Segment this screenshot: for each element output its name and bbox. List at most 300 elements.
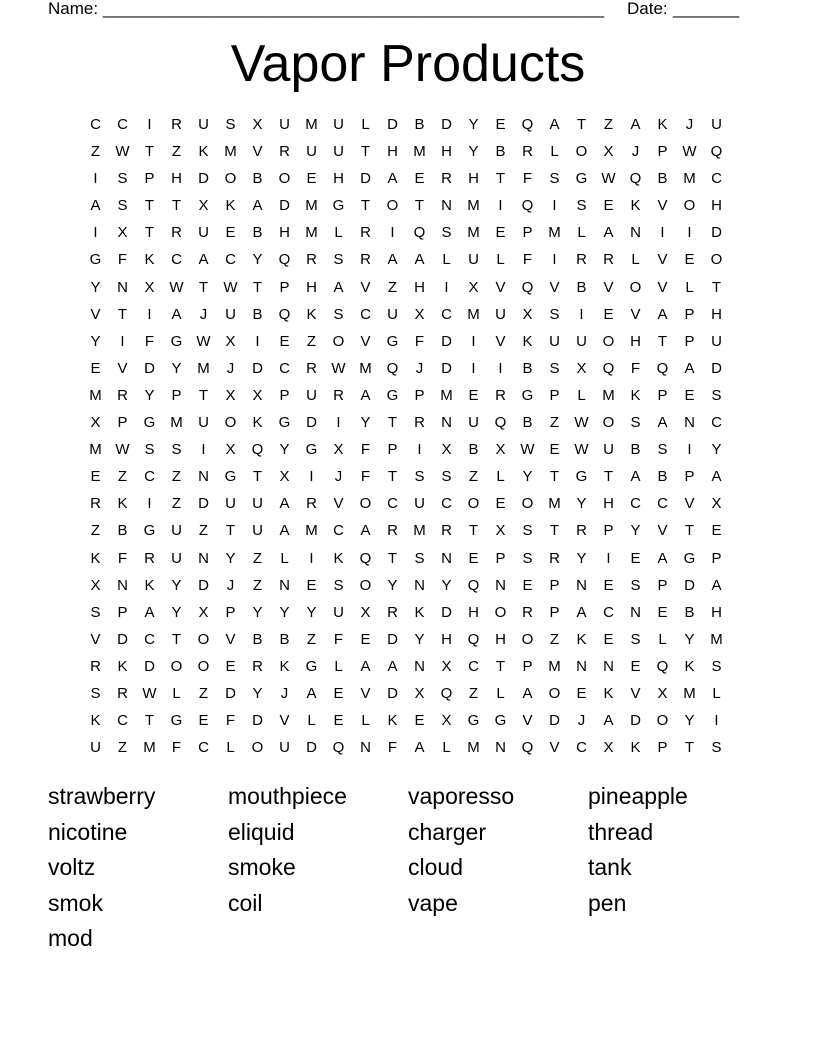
- grid-letter[interactable]: U: [333, 143, 344, 161]
- grid-letter[interactable]: N: [576, 657, 587, 675]
- grid-letter[interactable]: Z: [117, 468, 128, 486]
- grid-letter[interactable]: U: [225, 305, 236, 323]
- grid-letter[interactable]: S: [549, 359, 560, 377]
- grid-letter[interactable]: Z: [549, 630, 560, 648]
- grid-letter[interactable]: M: [143, 739, 156, 757]
- grid-letter[interactable]: W: [574, 414, 589, 432]
- grid-letter[interactable]: K: [630, 197, 641, 215]
- grid-letter[interactable]: T: [549, 522, 560, 540]
- grid-letter[interactable]: S: [576, 197, 587, 215]
- grid-letter[interactable]: K: [90, 712, 101, 730]
- grid-letter[interactable]: K: [684, 657, 695, 675]
- grid-letter[interactable]: U: [306, 386, 317, 404]
- grid-letter[interactable]: R: [495, 386, 506, 404]
- grid-letter[interactable]: U: [495, 305, 506, 323]
- grid-letter[interactable]: J: [199, 305, 208, 323]
- grid-letter[interactable]: A: [279, 522, 290, 540]
- grid-letter[interactable]: L: [685, 278, 694, 296]
- grid-letter[interactable]: G: [332, 197, 345, 215]
- grid-letter[interactable]: I: [255, 332, 260, 350]
- grid-letter[interactable]: V: [90, 305, 101, 323]
- grid-letter[interactable]: S: [144, 441, 155, 459]
- grid-letter[interactable]: E: [90, 468, 101, 486]
- grid-letter[interactable]: M: [89, 386, 102, 404]
- grid-letter[interactable]: T: [495, 657, 506, 675]
- grid-letter[interactable]: V: [549, 739, 560, 757]
- grid-letter[interactable]: N: [630, 224, 641, 242]
- grid-letter[interactable]: B: [684, 603, 695, 621]
- grid-letter[interactable]: T: [387, 414, 398, 432]
- grid-letter[interactable]: Y: [225, 549, 236, 567]
- grid-letter[interactable]: M: [602, 386, 615, 404]
- grid-letter[interactable]: O: [278, 170, 291, 188]
- grid-letter[interactable]: G: [521, 386, 534, 404]
- grid-letter[interactable]: U: [387, 305, 398, 323]
- grid-letter[interactable]: U: [549, 332, 560, 350]
- grid-letter[interactable]: P: [117, 603, 128, 621]
- grid-letter[interactable]: H: [171, 170, 182, 188]
- grid-letter[interactable]: I: [552, 251, 557, 269]
- grid-letter[interactable]: A: [657, 305, 668, 323]
- grid-letter[interactable]: U: [333, 116, 344, 133]
- grid-letter[interactable]: Y: [387, 576, 398, 594]
- grid-letter[interactable]: H: [306, 278, 317, 296]
- grid-letter[interactable]: F: [414, 332, 425, 350]
- grid-letter[interactable]: V: [225, 630, 236, 648]
- grid-letter[interactable]: S: [549, 170, 560, 188]
- grid-letter[interactable]: O: [197, 630, 210, 648]
- grid-letter[interactable]: R: [549, 549, 560, 567]
- grid-letter[interactable]: I: [498, 359, 503, 377]
- grid-letter[interactable]: H: [711, 197, 722, 215]
- grid-letter[interactable]: Q: [710, 143, 723, 161]
- grid-letter[interactable]: D: [306, 739, 317, 757]
- grid-letter[interactable]: R: [414, 414, 425, 432]
- grid-letter[interactable]: X: [414, 684, 425, 702]
- grid-letter[interactable]: M: [710, 630, 723, 648]
- grid-letter[interactable]: R: [522, 603, 533, 621]
- grid-letter[interactable]: J: [685, 116, 694, 133]
- grid-letter[interactable]: A: [360, 386, 371, 404]
- grid-letter[interactable]: O: [656, 712, 669, 730]
- grid-letter[interactable]: A: [171, 305, 182, 323]
- grid-letter[interactable]: C: [576, 739, 587, 757]
- grid-letter[interactable]: X: [711, 495, 722, 513]
- grid-letter[interactable]: N: [495, 739, 506, 757]
- grid-letter[interactable]: L: [577, 386, 586, 404]
- grid-letter[interactable]: E: [549, 441, 560, 459]
- grid-letter[interactable]: Y: [279, 603, 290, 621]
- grid-letter[interactable]: C: [387, 495, 398, 513]
- grid-letter[interactable]: P: [657, 739, 668, 757]
- grid-letter[interactable]: E: [603, 305, 614, 323]
- grid-letter[interactable]: C: [198, 739, 209, 757]
- grid-letter[interactable]: R: [306, 251, 317, 269]
- grid-letter[interactable]: N: [198, 549, 209, 567]
- grid-letter[interactable]: U: [198, 224, 209, 242]
- grid-letter[interactable]: E: [225, 224, 236, 242]
- grid-letter[interactable]: L: [577, 224, 586, 242]
- grid-letter[interactable]: V: [522, 712, 533, 730]
- grid-letter[interactable]: D: [630, 712, 641, 730]
- grid-letter[interactable]: X: [144, 278, 155, 296]
- grid-letter[interactable]: G: [386, 386, 399, 404]
- grid-letter[interactable]: R: [576, 522, 587, 540]
- grid-letter[interactable]: T: [468, 522, 479, 540]
- grid-letter[interactable]: Y: [441, 576, 452, 594]
- grid-letter[interactable]: T: [603, 468, 614, 486]
- grid-letter[interactable]: L: [442, 739, 451, 757]
- grid-letter[interactable]: Z: [549, 414, 560, 432]
- grid-letter[interactable]: R: [576, 251, 587, 269]
- grid-letter[interactable]: T: [495, 170, 506, 188]
- grid-letter[interactable]: L: [442, 251, 451, 269]
- grid-letter[interactable]: X: [495, 522, 506, 540]
- grid-letter[interactable]: Y: [414, 630, 425, 648]
- grid-letter[interactable]: B: [630, 441, 641, 459]
- grid-letter[interactable]: E: [711, 522, 722, 540]
- grid-letter[interactable]: R: [117, 386, 128, 404]
- grid-letter[interactable]: U: [711, 116, 722, 133]
- grid-letter[interactable]: G: [467, 712, 480, 730]
- grid-letter[interactable]: E: [198, 712, 209, 730]
- grid-letter[interactable]: M: [548, 657, 561, 675]
- grid-letter[interactable]: Q: [521, 739, 534, 757]
- grid-letter[interactable]: Q: [494, 414, 507, 432]
- grid-letter[interactable]: X: [360, 603, 371, 621]
- grid-letter[interactable]: E: [414, 170, 425, 188]
- grid-letter[interactable]: V: [630, 305, 641, 323]
- date-field[interactable]: _______: [673, 0, 740, 18]
- grid-letter[interactable]: A: [603, 712, 614, 730]
- grid-letter[interactable]: Q: [656, 657, 669, 675]
- grid-letter[interactable]: I: [552, 197, 557, 215]
- grid-letter[interactable]: Z: [198, 522, 209, 540]
- grid-letter[interactable]: L: [361, 712, 370, 730]
- grid-letter[interactable]: C: [144, 468, 155, 486]
- grid-letter[interactable]: A: [252, 197, 263, 215]
- grid-letter[interactable]: M: [89, 441, 102, 459]
- grid-letter[interactable]: I: [444, 278, 449, 296]
- grid-letter[interactable]: S: [441, 468, 452, 486]
- grid-letter[interactable]: S: [333, 305, 344, 323]
- grid-letter[interactable]: I: [687, 224, 692, 242]
- grid-letter[interactable]: E: [603, 630, 614, 648]
- grid-letter[interactable]: T: [684, 522, 695, 540]
- grid-letter[interactable]: V: [495, 332, 506, 350]
- grid-letter[interactable]: L: [658, 630, 667, 648]
- grid-letter[interactable]: I: [309, 549, 314, 567]
- grid-letter[interactable]: D: [387, 630, 398, 648]
- grid-letter[interactable]: Z: [117, 739, 128, 757]
- grid-letter[interactable]: R: [90, 495, 101, 513]
- grid-letter[interactable]: W: [331, 359, 346, 377]
- grid-letter[interactable]: R: [117, 684, 128, 702]
- grid-letter[interactable]: H: [603, 495, 614, 513]
- grid-letter[interactable]: E: [603, 197, 614, 215]
- grid-letter[interactable]: N: [603, 657, 614, 675]
- grid-letter[interactable]: K: [198, 143, 209, 161]
- grid-letter[interactable]: D: [198, 495, 209, 513]
- grid-letter[interactable]: L: [496, 251, 505, 269]
- grid-letter[interactable]: K: [117, 495, 128, 513]
- grid-letter[interactable]: A: [306, 684, 317, 702]
- grid-letter[interactable]: D: [225, 684, 236, 702]
- grid-letter[interactable]: P: [522, 657, 533, 675]
- grid-letter[interactable]: R: [252, 657, 263, 675]
- grid-letter[interactable]: A: [414, 739, 425, 757]
- grid-letter[interactable]: M: [197, 359, 210, 377]
- grid-letter[interactable]: S: [549, 305, 560, 323]
- grid-letter[interactable]: Y: [468, 143, 479, 161]
- grid-letter[interactable]: X: [117, 224, 128, 242]
- grid-letter[interactable]: S: [333, 576, 344, 594]
- grid-letter[interactable]: Y: [252, 251, 263, 269]
- grid-letter[interactable]: T: [414, 197, 425, 215]
- grid-letter[interactable]: V: [117, 359, 128, 377]
- grid-letter[interactable]: X: [333, 441, 344, 459]
- grid-letter[interactable]: L: [550, 143, 559, 161]
- grid-letter[interactable]: O: [224, 170, 237, 188]
- grid-letter[interactable]: V: [360, 278, 371, 296]
- grid-letter[interactable]: J: [577, 712, 586, 730]
- grid-letter[interactable]: Q: [467, 576, 480, 594]
- grid-letter[interactable]: E: [495, 116, 506, 133]
- grid-letter[interactable]: N: [198, 468, 209, 486]
- grid-letter[interactable]: U: [711, 332, 722, 350]
- grid-letter[interactable]: K: [657, 116, 668, 133]
- grid-letter[interactable]: B: [414, 116, 425, 133]
- grid-letter[interactable]: X: [90, 414, 101, 432]
- grid-letter[interactable]: M: [305, 116, 318, 133]
- grid-letter[interactable]: H: [711, 603, 722, 621]
- grid-letter[interactable]: I: [417, 441, 422, 459]
- grid-letter[interactable]: M: [305, 224, 318, 242]
- grid-letter[interactable]: A: [198, 251, 209, 269]
- grid-letter[interactable]: C: [441, 305, 452, 323]
- grid-letter[interactable]: B: [576, 278, 587, 296]
- grid-letter[interactable]: D: [144, 359, 155, 377]
- grid-letter[interactable]: E: [495, 224, 506, 242]
- grid-letter[interactable]: U: [90, 739, 101, 757]
- grid-letter[interactable]: G: [143, 522, 156, 540]
- grid-letter[interactable]: B: [117, 522, 128, 540]
- grid-letter[interactable]: W: [601, 170, 616, 188]
- grid-letter[interactable]: A: [360, 657, 371, 675]
- grid-letter[interactable]: U: [279, 116, 290, 133]
- grid-letter[interactable]: V: [333, 495, 344, 513]
- grid-letter[interactable]: O: [224, 414, 237, 432]
- grid-letter[interactable]: S: [333, 251, 344, 269]
- grid-letter[interactable]: U: [468, 414, 479, 432]
- grid-letter[interactable]: F: [522, 170, 533, 188]
- grid-letter[interactable]: I: [309, 468, 314, 486]
- grid-letter[interactable]: S: [711, 657, 722, 675]
- grid-letter[interactable]: D: [387, 684, 398, 702]
- grid-letter[interactable]: G: [494, 712, 507, 730]
- grid-letter[interactable]: F: [144, 332, 155, 350]
- grid-letter[interactable]: W: [115, 441, 130, 459]
- grid-letter[interactable]: T: [387, 549, 398, 567]
- grid-letter[interactable]: Y: [144, 386, 155, 404]
- grid-letter[interactable]: Q: [413, 224, 426, 242]
- grid-letter[interactable]: X: [414, 305, 425, 323]
- grid-letter[interactable]: P: [225, 603, 236, 621]
- grid-letter[interactable]: I: [714, 712, 719, 730]
- grid-letter[interactable]: R: [360, 224, 371, 242]
- grid-letter[interactable]: V: [657, 278, 668, 296]
- grid-letter[interactable]: U: [252, 495, 263, 513]
- grid-letter[interactable]: A: [684, 359, 695, 377]
- grid-letter[interactable]: I: [606, 549, 611, 567]
- grid-letter[interactable]: N: [117, 278, 128, 296]
- grid-letter[interactable]: I: [336, 414, 341, 432]
- grid-letter[interactable]: I: [687, 441, 692, 459]
- grid-letter[interactable]: M: [683, 170, 696, 188]
- grid-letter[interactable]: I: [579, 305, 584, 323]
- grid-letter[interactable]: E: [90, 359, 101, 377]
- grid-letter[interactable]: M: [548, 224, 561, 242]
- grid-letter[interactable]: N: [279, 576, 290, 594]
- grid-letter[interactable]: I: [660, 224, 665, 242]
- grid-letter[interactable]: V: [684, 495, 695, 513]
- grid-letter[interactable]: M: [467, 305, 480, 323]
- grid-letter[interactable]: Y: [252, 684, 263, 702]
- grid-letter[interactable]: N: [117, 576, 128, 594]
- grid-letter[interactable]: X: [576, 359, 587, 377]
- grid-letter[interactable]: C: [630, 495, 641, 513]
- grid-letter[interactable]: A: [387, 251, 398, 269]
- grid-letter[interactable]: D: [117, 630, 128, 648]
- grid-letter[interactable]: C: [360, 305, 371, 323]
- grid-letter[interactable]: P: [657, 576, 668, 594]
- grid-letter[interactable]: K: [522, 332, 533, 350]
- grid-letter[interactable]: Z: [603, 116, 614, 133]
- grid-letter[interactable]: O: [629, 278, 642, 296]
- grid-letter[interactable]: A: [711, 576, 722, 594]
- grid-letter[interactable]: F: [522, 251, 533, 269]
- grid-letter[interactable]: S: [522, 522, 533, 540]
- grid-letter[interactable]: A: [711, 468, 722, 486]
- grid-letter[interactable]: H: [441, 630, 452, 648]
- grid-letter[interactable]: U: [414, 495, 425, 513]
- grid-letter[interactable]: R: [171, 224, 182, 242]
- grid-letter[interactable]: L: [172, 684, 181, 702]
- grid-letter[interactable]: P: [171, 386, 182, 404]
- grid-letter[interactable]: R: [441, 522, 452, 540]
- grid-letter[interactable]: Y: [90, 332, 101, 350]
- grid-letter[interactable]: K: [414, 603, 425, 621]
- grid-letter[interactable]: D: [441, 359, 452, 377]
- grid-letter[interactable]: Q: [359, 549, 372, 567]
- grid-letter[interactable]: V: [549, 278, 560, 296]
- grid-letter[interactable]: K: [576, 630, 587, 648]
- grid-letter[interactable]: A: [90, 197, 101, 215]
- grid-letter[interactable]: A: [522, 684, 533, 702]
- grid-letter[interactable]: A: [414, 251, 425, 269]
- grid-letter[interactable]: P: [603, 522, 614, 540]
- grid-letter[interactable]: D: [441, 332, 452, 350]
- grid-letter[interactable]: G: [278, 414, 291, 432]
- grid-letter[interactable]: A: [279, 495, 290, 513]
- grid-letter[interactable]: U: [198, 116, 209, 133]
- grid-letter[interactable]: E: [576, 684, 587, 702]
- grid-letter[interactable]: M: [170, 414, 183, 432]
- grid-letter[interactable]: H: [468, 603, 479, 621]
- grid-letter[interactable]: D: [684, 576, 695, 594]
- grid-letter[interactable]: V: [360, 684, 371, 702]
- grid-letter[interactable]: U: [576, 332, 587, 350]
- grid-letter[interactable]: L: [334, 224, 343, 242]
- grid-letter[interactable]: B: [252, 630, 263, 648]
- grid-letter[interactable]: B: [252, 170, 263, 188]
- grid-letter[interactable]: S: [711, 386, 722, 404]
- grid-letter[interactable]: P: [549, 386, 560, 404]
- grid-letter[interactable]: Q: [332, 739, 345, 757]
- grid-letter[interactable]: K: [252, 414, 263, 432]
- grid-letter[interactable]: Q: [440, 684, 453, 702]
- grid-letter[interactable]: F: [117, 549, 128, 567]
- grid-letter[interactable]: S: [90, 684, 101, 702]
- grid-letter[interactable]: U: [252, 522, 263, 540]
- grid-letter[interactable]: M: [305, 522, 318, 540]
- grid-letter[interactable]: Y: [684, 712, 695, 730]
- grid-letter[interactable]: N: [441, 414, 452, 432]
- grid-letter[interactable]: L: [280, 549, 289, 567]
- grid-letter[interactable]: A: [630, 116, 641, 133]
- grid-letter[interactable]: V: [252, 143, 263, 161]
- grid-letter[interactable]: K: [630, 386, 641, 404]
- grid-letter[interactable]: F: [630, 359, 641, 377]
- grid-letter[interactable]: O: [170, 657, 183, 675]
- grid-letter[interactable]: M: [224, 143, 237, 161]
- grid-letter[interactable]: P: [657, 386, 668, 404]
- grid-letter[interactable]: D: [711, 224, 722, 242]
- grid-letter[interactable]: O: [602, 332, 615, 350]
- grid-letter[interactable]: Y: [306, 603, 317, 621]
- grid-letter[interactable]: T: [252, 278, 263, 296]
- grid-letter[interactable]: E: [225, 657, 236, 675]
- grid-letter[interactable]: P: [279, 386, 290, 404]
- grid-letter[interactable]: E: [360, 630, 371, 648]
- grid-letter[interactable]: V: [657, 522, 668, 540]
- grid-letter[interactable]: E: [468, 386, 479, 404]
- grid-letter[interactable]: J: [226, 576, 235, 594]
- grid-letter[interactable]: S: [225, 116, 236, 133]
- grid-letter[interactable]: K: [144, 251, 155, 269]
- grid-letter[interactable]: L: [361, 116, 370, 133]
- grid-letter[interactable]: X: [279, 468, 290, 486]
- grid-letter[interactable]: A: [603, 224, 614, 242]
- grid-letter[interactable]: U: [468, 251, 479, 269]
- grid-letter[interactable]: O: [251, 739, 264, 757]
- grid-letter[interactable]: P: [279, 278, 290, 296]
- grid-letter[interactable]: E: [306, 576, 317, 594]
- grid-letter[interactable]: C: [333, 522, 344, 540]
- grid-letter[interactable]: P: [387, 441, 398, 459]
- grid-letter[interactable]: K: [117, 657, 128, 675]
- grid-letter[interactable]: C: [117, 116, 128, 133]
- grid-letter[interactable]: O: [575, 143, 588, 161]
- grid-letter[interactable]: G: [224, 468, 237, 486]
- grid-letter[interactable]: F: [360, 468, 371, 486]
- grid-letter[interactable]: O: [197, 657, 210, 675]
- grid-letter[interactable]: A: [360, 522, 371, 540]
- grid-letter[interactable]: V: [360, 332, 371, 350]
- grid-letter[interactable]: D: [441, 116, 452, 133]
- grid-letter[interactable]: R: [306, 495, 317, 513]
- grid-letter[interactable]: A: [657, 414, 668, 432]
